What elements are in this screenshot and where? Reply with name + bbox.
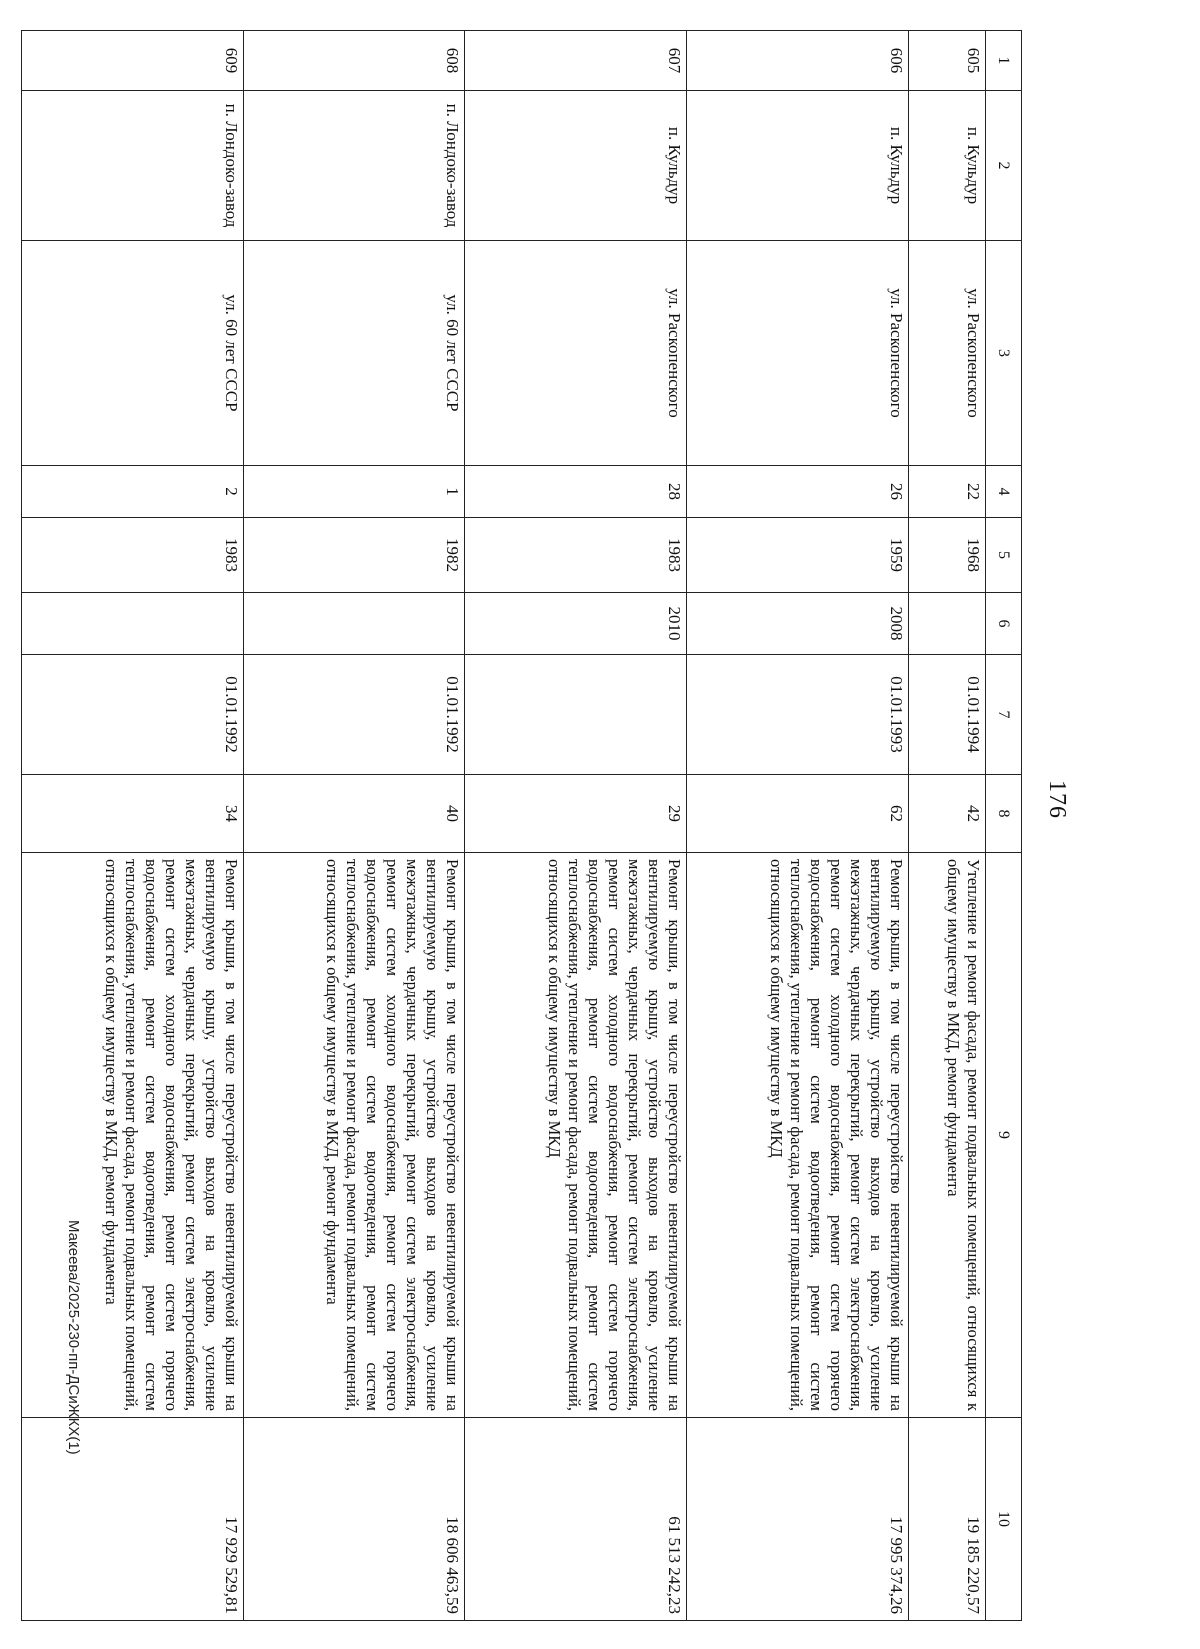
year-built-cell: 1982 [243,518,465,593]
header-cell: 1 [985,31,1021,91]
year-repair-cell [22,593,244,655]
page-number: 176 [1044,780,1070,819]
header-cell: 6 [985,593,1021,655]
house-cell: 1 [243,466,465,518]
header-cell: 4 [985,466,1021,518]
row-number: 608 [243,31,465,91]
date-cell: 01.01.1993 [687,655,909,775]
street-cell: ул. Раскопенского [908,241,985,466]
table-row [687,31,909,1621]
locality-cell: п. Кульдур [465,91,687,241]
count-cell: 40 [243,775,465,853]
year-built-cell: 1983 [465,518,687,593]
year-built-cell: 1968 [908,518,985,593]
repair-program-table [21,30,1022,1621]
year-repair-cell [243,593,465,655]
count-cell: 29 [465,775,687,853]
cost-cell: 17 995 374,26 [687,1418,909,1621]
date-cell: 01.01.1992 [243,655,465,775]
date-cell [465,655,687,775]
header-cell: 2 [985,91,1021,241]
locality-cell: п. Лондоко-завод [22,91,244,241]
count-cell: 62 [687,775,909,853]
locality-cell: п. Кульдур [687,91,909,241]
year-built-cell: 1959 [687,518,909,593]
house-cell: 28 [465,466,687,518]
table-row [908,31,985,1621]
row-number: 606 [687,31,909,91]
table-row [465,31,687,1621]
count-cell: 34 [22,775,244,853]
street-cell: ул. 60 лет СССР [22,241,244,466]
header-cell: 5 [985,518,1021,593]
works-cell: Ремонт крыши, в том числе переустройство невентилируемой крыши на вентилируемую крышу, устройство выходов на кровлю, усиление межэтажных, чердачных перекрытий, ремонт систем электроснабжения, ремонт систем холодного водоснабжения, ремонт систем горячего водоснабжения, ремонт систем водоотведения, ремонт систем теплоснабжения, утепление и ремонт фасада, ремонт подвальных помещений, относящихся к общему имуществу в МКД [687,853,909,1418]
year-built-cell: 1983 [22,518,244,593]
table-header-row [985,31,1021,1621]
row-number: 609 [22,31,244,91]
header-cell: 7 [985,655,1021,775]
header-cell: 9 [985,853,1021,1418]
header-cell: 8 [985,775,1021,853]
document-footer: Макеева/2025-230-пп-ДСиЖКХ(1) [65,1220,82,1455]
year-repair-cell [908,593,985,655]
locality-cell: п. Кульдур [908,91,985,241]
house-cell: 22 [908,466,985,518]
cost-cell: 61 513 242,23 [465,1418,687,1621]
works-cell: Утепление и ремонт фасада, ремонт подвальных помещений, относящихся к общему имуществу в МКД, ремонт фундамента [908,853,985,1418]
year-repair-cell: 2010 [465,593,687,655]
date-cell: 01.01.1994 [908,655,985,775]
cost-cell: 17 929 529,81 [22,1418,244,1621]
works-cell: Ремонт крыши, в том числе переустройство невентилируемой крыши на вентилируемую крышу, устройство выходов на кровлю, усиление межэтажных, чердачных перекрытий, ремонт систем электроснабжения, ремонт систем холодного водоснабжения, ремонт систем горячего водоснабжения, ремонт систем водоотведения, ремонт систем теплоснабжения, утепление и ремонт фасада, ремонт подвальных помещений, относящихся к общему имуществу в МКД [465,853,687,1418]
street-cell: ул. 60 лет СССР [243,241,465,466]
row-number: 605 [908,31,985,91]
count-cell: 42 [908,775,985,853]
header-cell: 3 [985,241,1021,466]
cost-cell: 19 185 220,57 [908,1418,985,1621]
works-cell: Ремонт крыши, в том числе переустройство невентилируемой крыши на вентилируемую крышу, устройство выходов на кровлю, усиление межэтажных, чердачных перекрытий, ремонт систем электроснабжения, ремонт систем холодного водоснабжения, ремонт систем горячего водоснабжения, ремонт систем водоотведения, ремонт систем теплоснабжения, утепление и ремонт фасада, ремонт подвальных помещений, относящихся к общему имуществу в МКД, ремонт фундамента [243,853,465,1418]
house-cell: 26 [687,466,909,518]
locality-cell: п. Лондоко-завод [243,91,465,241]
row-number: 607 [465,31,687,91]
street-cell: ул. Раскопенского [465,241,687,466]
cost-cell: 18 606 463,59 [243,1418,465,1621]
date-cell: 01.01.1992 [22,655,244,775]
works-cell: Ремонт крыши, в том числе переустройство невентилируемой крыши на вентилируемую крышу, устройство выходов на кровлю, усиление межэтажных, чердачных перекрытий, ремонт систем электроснабжения, ремонт систем холодного водоснабжения, ремонт систем горячего водоснабжения, ремонт систем водоотведения, ремонт систем теплоснабжения, утепление и ремонт фасада, ремонт подвальных помещений, относящихся к общему имуществу в МКД, ремонт фундамента [22,853,244,1418]
year-repair-cell: 2008 [687,593,909,655]
house-cell: 2 [22,466,244,518]
table-row [22,31,244,1621]
table-row [243,31,465,1621]
street-cell: ул. Раскопенского [687,241,909,466]
header-cell: 10 [985,1418,1021,1621]
